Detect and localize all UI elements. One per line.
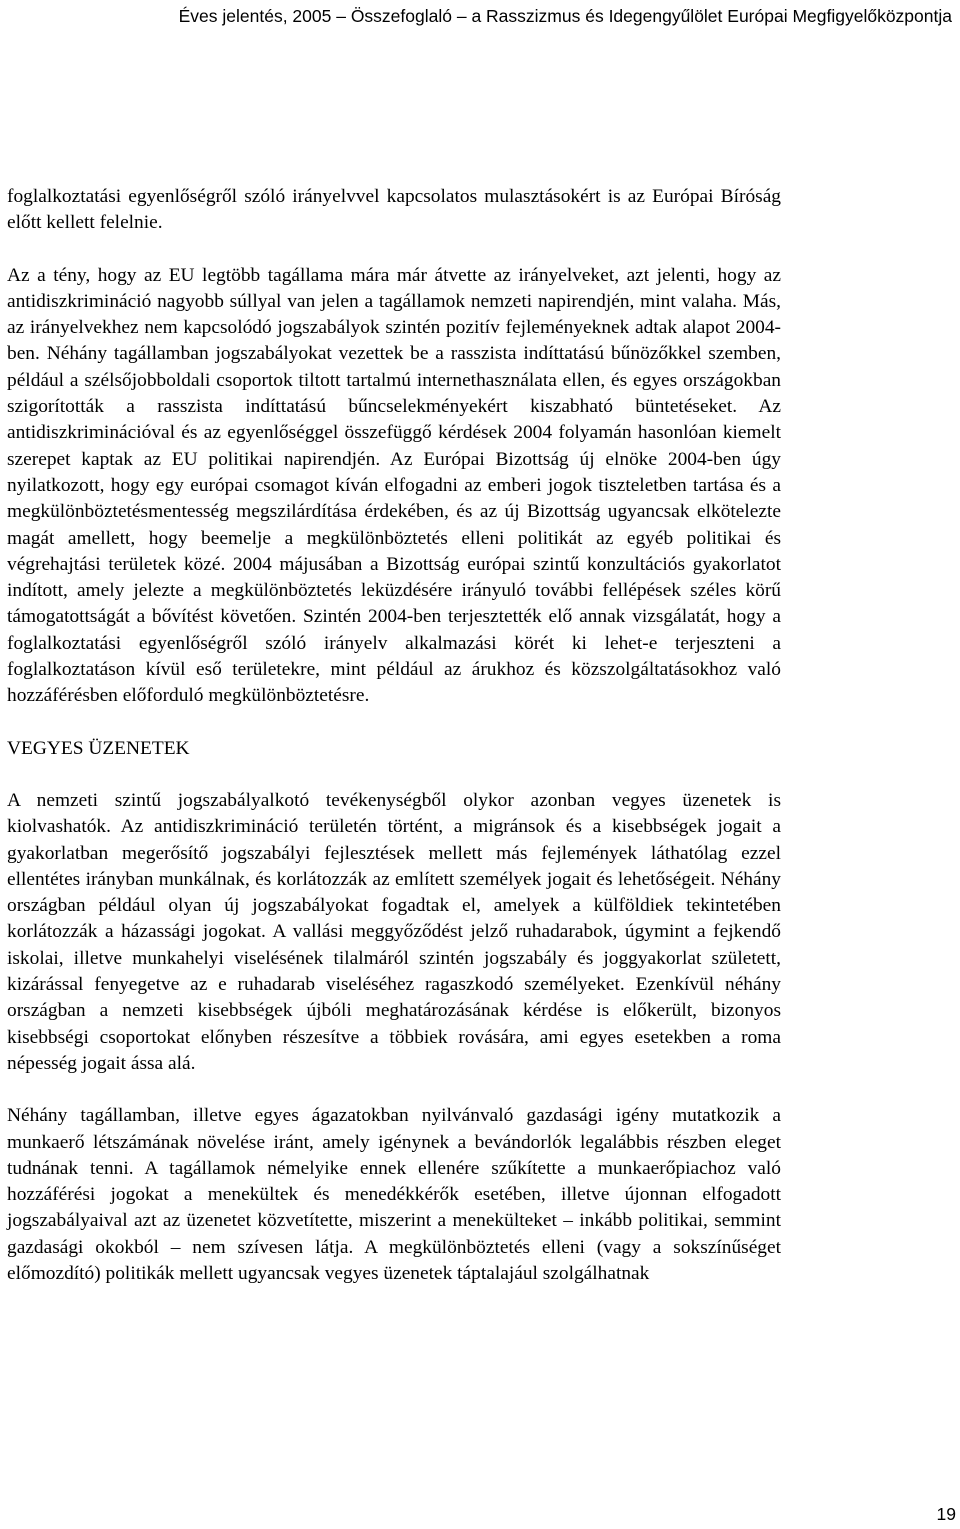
body-paragraph: Néhány tagállamban, illetve egyes ágazatokban nyilvánvaló gazdasági igény mutatkozik a munkaerő létszámának növelése iránt, amely igénynek a bevándorlók legalábbis részben eleget tudnának tenni. A tagállamok némelyike ennek ellenére szűkítette a munkaerőpiachoz való hozzáférési jogokat a menekültek és menedékkérők esetében, illetve újonnan elfogadott jogszabályaival azt az üzenetet közvetítette, miszerint a menekülteket – inkább politikai, semmint gazdasági okokból – nem szívesen látja. A megkülönböztetés elleni (vagy a sokszínűséget előmozdító) politikák mellett ugyancsak vegyes üzenetek táptalajául szolgálhatnak [7, 1105, 781, 1284]
document-body [7, 184, 781, 1313]
body-paragraph: foglalkoztatási egyenlőségről szóló irányelvvel kapcsolatos mulasztásokért is az Európai Bíróság előtt kellett felelnie. [7, 186, 781, 234]
body-paragraph: Az a tény, hogy az EU legtöbb tagállama mára már átvette az irányelveket, azt jelenti, hogy az antidiszkrimináció nagyobb súllyal van jelen a tagállamok nemzeti napirendjén, mint valaha. Más, az irányelvekhez nem kapcsolódó jogszabályok szintén pozitív fejleményeknek adtak alapot 2004-ben. Néhány tagállamban jogszabályokat vezettek be a rasszista indíttatású bűnözőkkel szemben, például a szélsőjobboldali csoportok tiltott tartalmú internethasználata ellen, és egyes országokban szigorították a rasszista indíttatású bűncselekményekért kiszabható büntetéseket. Az antidiszkriminációval és az egyenlőséggel összefüggő kérdések 2004 folyamán hasonlóan kiemelt szerepet kaptak az EU politikai napirendjén. Az Európai Bizottság új elnöke 2004-ben úgy nyilatkozott, hogy egy európai csomagot kíván elfogadni az emberi jogok tiszteletben tartása és a megkülönböztetésmentesség megszilárdítása érdekében, és az új Bizottság ugyancsak elkötelezte magát amellett, hogy beemelje a megkülönböztetés elleni politikát az egyéb politikai és végrehajtási területek közé. 2004 májusában a Bizottság európai szintű konzultációs gyakorlatot indított, amely jelezte a megkülönböztetés leküzdésére irányuló további fellépések széles körű támogatottságát a bővítést követően. Szintén 2004-ben terjesztették elő annak vizsgálatát, hogy a foglalkoztatási egyenlőségről szóló irányelv alkalmazási körét ki lehet-e terjeszteni a foglalkoztatáson kívül eső területekre, mint például az árukhoz és közszolgáltatásokhoz való hozzáférésben előforduló megkülönböztetésre. [7, 264, 781, 707]
page-number: 19 [936, 1504, 956, 1524]
running-header: Éves jelentés, 2005 – Összefoglaló – a Rasszizmus és Idegengyűlölet Európai Megfigyelőközpontja [178, 6, 952, 26]
body-paragraph: A nemzeti szintű jogszabályalkotó tevékenységből olykor azonban vegyes üzenetek is kiolvashatók. Az antidiszkrimináció területén történt, a migránsok és a kisebbségek jogait a gyakorlatban megerősítő jogszabályi fejlesztések mellett más fejlemények láthatólag ezzel ellentétes irányban munkálnak, és korlátozzák az említett személyek jogait és lehetőségeit. Néhány országban például olyan új jogszabályokat fogadtak el, amelyek a külföldiek tekintetében korlátozzák a házassági jogokat. A vallási meggyőződést jelző ruhadarabok, úgymint a fejkendő iskolai, illetve munkahelyi viselésének tilalmáról szintén jogszabály és joggyakorlat született, kizárással fenyegetve az e ruhadarab viseléséhez ragaszkodó személyeket. Ezenkívül néhány országban a nemzeti kisebbségek újbóli meghatározásának kérdése is előkerült, bizonyos kisebbségi csoportokat előnyben részesítve a többiek rovására, ami egyes esetekben a roma népesség jogait ássa alá. [7, 789, 781, 1074]
section-heading: VEGYES ÜZENETEK [7, 737, 190, 759]
